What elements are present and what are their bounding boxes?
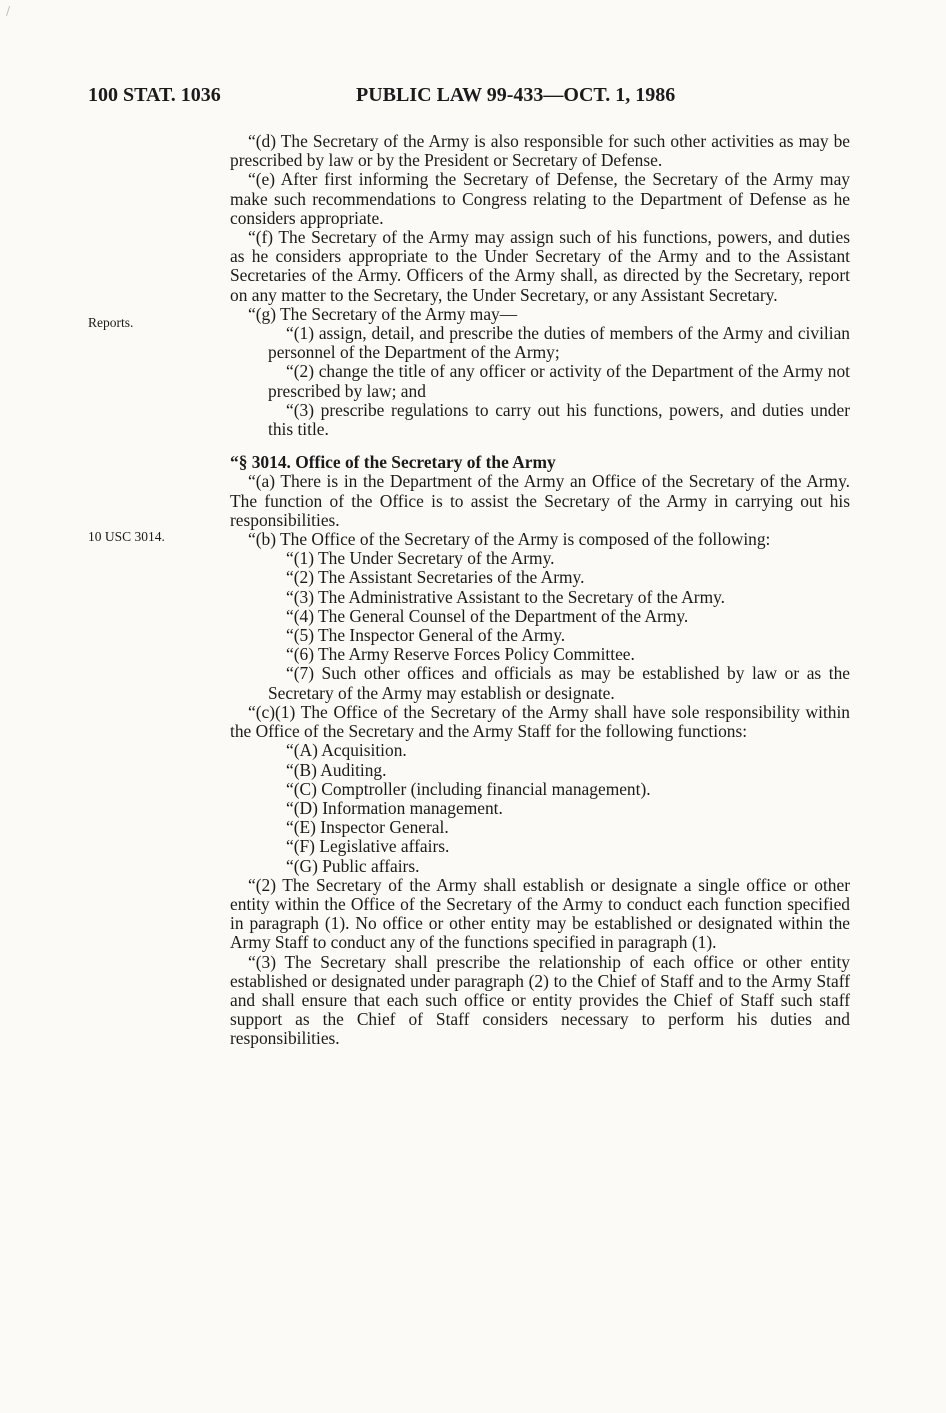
paragraph-f: “(f) The Secretary of the Army may assign such of his functions, powers, and duties as he considers appropriate to the Under Secretary of the Army and to the Assistant Secretaries of the Army. Officers of the Army shall, as directed by the Secretary, report on any matter to the Secretary, the Under Secretary, or any Assistant Secretary. — [230, 227, 850, 305]
section-c1-item: “(G) Public affairs. — [286, 855, 420, 876]
section-c1-item: “(B) Auditing. — [286, 759, 387, 780]
margin-note-reports: Reports. — [88, 315, 134, 330]
section-paragraph-c1: “(c)(1) The Office of the Secretary of the Army shall have sole responsibility within the Office of the Secretary and the Army Staff for the following functions: — [230, 701, 850, 742]
section-b-item: “(4) The General Counsel of the Department of the Army. — [286, 605, 689, 626]
page-header — [88, 84, 848, 114]
paragraph-d: “(d) The Secretary of the Army is also responsible for such other activities as may be prescribed by law or by the President or Secretary of Defense. — [230, 131, 850, 171]
section-c1-item: “(C) Comptroller (including financial management). — [286, 778, 651, 799]
margin-note-usc: 10 USC 3014. — [88, 529, 165, 544]
section-c1-item: “(E) Inspector General. — [286, 817, 449, 838]
section-paragraph-a: “(a) There is in the Department of the Army an Office of the Secretary of the Army. The function of the Office is to assist the Secretary of the Army in carrying out his responsibilities. — [230, 471, 850, 530]
scan-mark: / — [6, 4, 11, 18]
section-b-item: “(5) The Inspector General of the Army. — [286, 625, 566, 646]
section-b-item: “(3) The Administrative Assistant to the Secretary of the Army. — [286, 586, 726, 607]
section-b-item: “(7) Such other offices and officials as may be established by law or as the Secretary of the Army may establish or designate. — [268, 663, 850, 703]
section-paragraph-c3: “(3) The Secretary shall prescribe the relationship of each office or other entity established or designated under paragraph (2) to the Chief of Staff and to the Army Staff and shall ensure that each such office or entity provides the Chief of Staff such staff support as the Chief of Staff considers necessary to perform his duties and responsibilities. — [230, 951, 850, 1049]
section-c1-item: “(F) Legislative affairs. — [286, 836, 450, 857]
section-c1-item: “(D) Information management. — [286, 797, 503, 818]
section-paragraph-b: “(b) The Office of the Secretary of the Army is composed of the following: — [248, 529, 771, 550]
paragraph-g-item: “(3) prescribe regulations to carry out his functions, powers, and duties under this title. — [268, 399, 850, 440]
section-b-item: “(1) The Under Secretary of the Army. — [286, 548, 555, 569]
paragraph-g-item: “(2) change the title of any officer or activity of the Department of the Army not prescribed by law; and — [268, 361, 850, 401]
section-heading: “§ 3014. Office of the Secretary of the Army — [230, 452, 556, 473]
law-title: PUBLIC LAW 99-433—OCT. 1, 1986 — [356, 84, 676, 106]
body-text — [230, 132, 850, 1049]
paragraph-g: “(g) The Secretary of the Army may— — [248, 303, 518, 324]
section-paragraph-c2: “(2) The Secretary of the Army shall establish or designate a single office or other entity within the Office of the Secretary of the Army to conduct each function specified in paragraph (1). No office or other entity may be established or designated within the Army Staff to conduct any of the functions specified in paragraph (1). — [230, 874, 850, 953]
paragraph-e: “(e) After first informing the Secretary of Defense, the Secretary of the Army may make such recommendations to Congress relating to the Department of Defense as he considers appropriate. — [230, 169, 850, 228]
paragraph-g-item: “(1) assign, detail, and prescribe the duties of members of the Army and civilian personnel of the Department of the Army; — [268, 323, 850, 363]
statute-page-ref: 100 STAT. 1036 — [88, 84, 221, 106]
section-b-item: “(2) The Assistant Secretaries of the Army. — [286, 567, 585, 588]
section-b-item: “(6) The Army Reserve Forces Policy Committee. — [286, 644, 635, 665]
section-c1-item: “(A) Acquisition. — [286, 740, 407, 761]
